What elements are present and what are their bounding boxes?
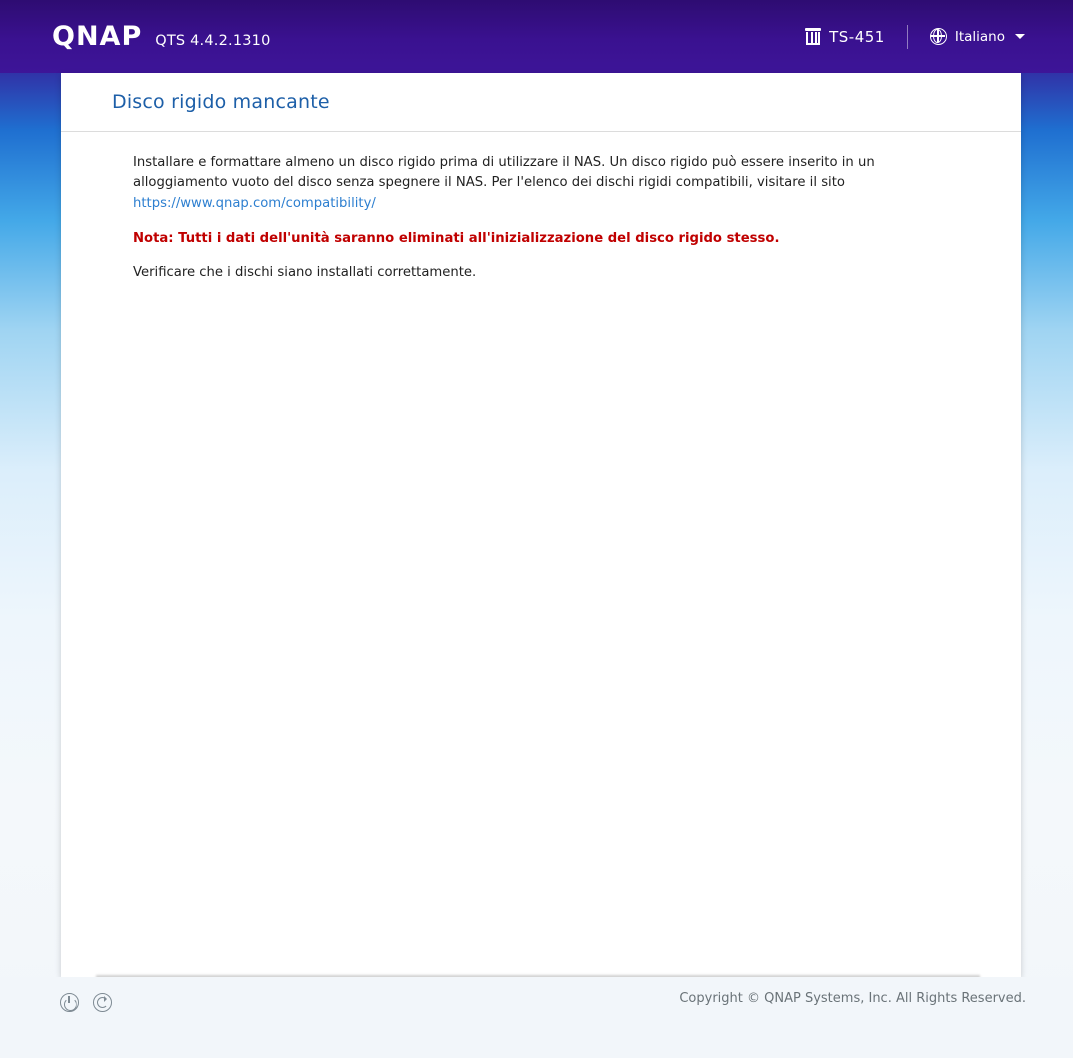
main-panel [61, 73, 1021, 977]
power-icon[interactable] [60, 993, 79, 1012]
qts-version-label: QTS 4.4.2.1310 [155, 33, 271, 49]
vertical-divider [907, 25, 908, 49]
chevron-down-icon[interactable] [1015, 34, 1025, 39]
compatibility-link[interactable]: https://www.qnap.com/compatibility/ [133, 195, 376, 211]
brand [52, 23, 271, 50]
footer-actions [60, 993, 112, 1012]
globe-icon [930, 28, 947, 45]
nas-rack-icon [805, 28, 821, 45]
language-selector[interactable] [930, 28, 1025, 45]
verify-text: Verificare che i dischi siano installati correttamente. [133, 265, 477, 281]
panel-header [61, 73, 1021, 132]
panel-body [61, 132, 1021, 283]
footer [0, 977, 1073, 1058]
top-bar [0, 0, 1073, 73]
language-label: Italiano [954, 28, 1005, 45]
nas-model [805, 28, 885, 46]
page-title: Disco rigido mancante [112, 91, 330, 113]
copyright-text: Copyright © QNAP Systems, Inc. All Rights Reserved. [679, 991, 1026, 1006]
warning-note: Nota: Tutti i dati dell'unità saranno eliminati all'inizializzazione del disco rigido stesso. [133, 231, 780, 247]
restart-icon[interactable] [93, 993, 112, 1012]
instruction-text: Installare e formattare almeno un disco rigido prima di utilizzare il NAS. Un disco rigido può essere inserito in un alloggiamento vuoto del disco senza spegnere il NAS. Per l'elenco dei dischi rigidi compatibili, visitare il sito [133, 155, 875, 191]
top-bar-right [805, 25, 1025, 49]
instruction-paragraph [133, 153, 945, 214]
qnap-logo: QNAP [52, 21, 143, 52]
nas-model-label: TS-451 [829, 27, 885, 46]
